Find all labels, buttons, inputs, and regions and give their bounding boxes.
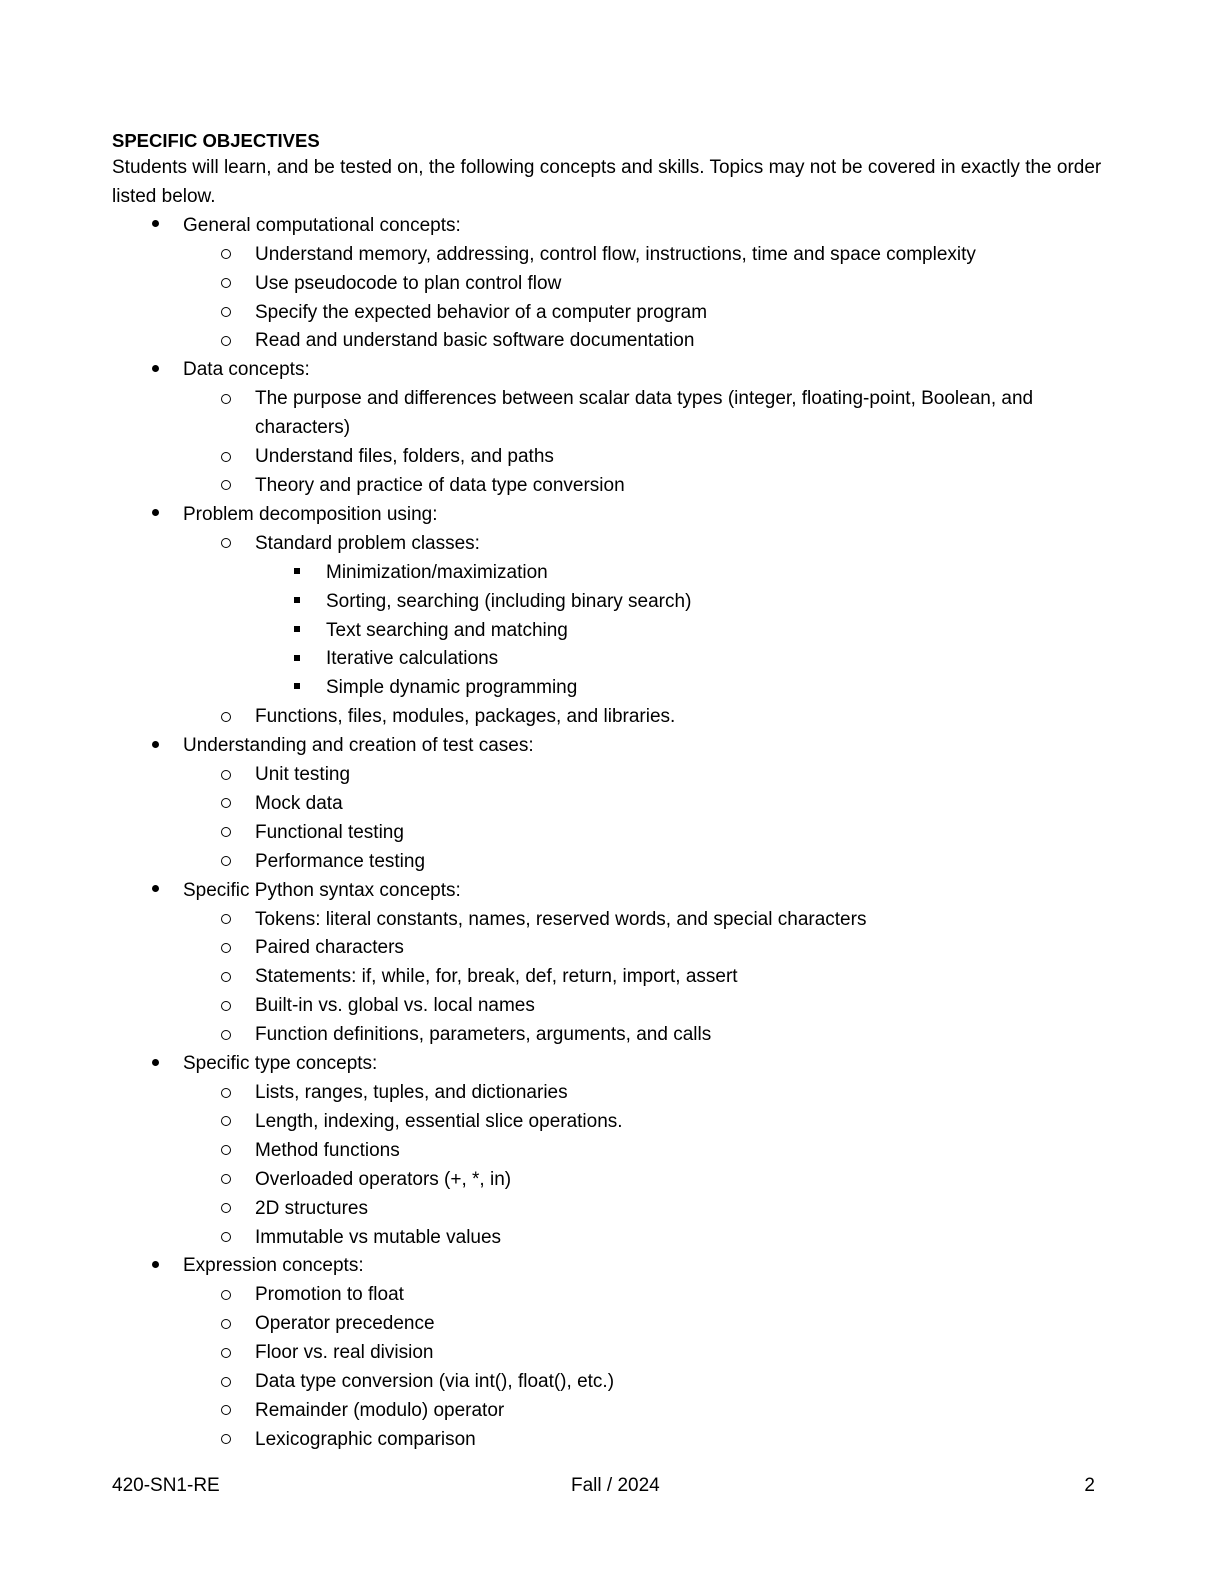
objective-subtopic <box>183 703 1112 732</box>
objective-subtopic-label: Paired characters <box>255 937 404 959</box>
bullet-marker <box>218 1079 234 1108</box>
bullet-marker <box>218 1166 234 1195</box>
bullet-marker <box>148 732 162 761</box>
section-intro: Students will learn, and be tested on, the following concepts and skills. Topics may not be covered in exactly the order listed below. <box>112 157 1102 207</box>
objective-subtopic <box>183 1281 1112 1310</box>
objective-subtopic <box>183 1166 1112 1195</box>
square-bullet-icon <box>294 597 300 603</box>
circle-bullet-icon <box>221 278 231 288</box>
objective-subtopic-label: Lexicographic comparison <box>255 1428 476 1450</box>
objective-subtopic <box>183 934 1112 963</box>
objective-subtopic <box>183 1137 1112 1166</box>
circle-bullet-icon <box>221 1348 231 1358</box>
bullet-marker <box>218 1310 234 1339</box>
bullet-dot-icon <box>152 220 159 227</box>
objective-topic-label: Problem decomposition using: <box>183 503 438 525</box>
objective-subsubtopic <box>255 674 1112 703</box>
bullet-marker <box>218 1339 234 1368</box>
objective-subtopic-label: Floor vs. real division <box>255 1342 434 1364</box>
objective-subtopic <box>183 1079 1112 1108</box>
objective-subtopic <box>183 385 1112 443</box>
circle-bullet-icon <box>221 1232 231 1242</box>
footer-page-number: 2 <box>1084 1475 1095 1496</box>
bullet-marker <box>218 819 234 848</box>
objective-topic <box>112 1252 1112 1454</box>
objective-topic <box>112 877 1112 1050</box>
bullet-marker <box>218 1224 234 1253</box>
section-heading: SPECIFIC OBJECTIVES <box>112 130 320 151</box>
objective-subsubtopic-label: Minimization/maximization <box>326 561 548 583</box>
objective-topic <box>112 212 1112 357</box>
circle-bullet-icon <box>221 1174 231 1184</box>
bullet-marker <box>218 270 234 299</box>
objective-subtopic <box>183 761 1112 790</box>
circle-bullet-icon <box>221 452 231 462</box>
objective-subtopic <box>183 327 1112 356</box>
objective-topic <box>112 501 1112 732</box>
circle-bullet-icon <box>221 1319 231 1329</box>
objective-topic-label: Specific Python syntax concepts: <box>183 879 461 901</box>
objective-subtopic-label: Functional testing <box>255 821 404 843</box>
objective-subtopic-label: Performance testing <box>255 850 426 872</box>
objective-subtopic <box>183 530 1112 703</box>
circle-bullet-icon <box>221 943 231 953</box>
objective-subtopic <box>183 1224 1112 1253</box>
objective-subtopic <box>183 963 1112 992</box>
bullet-dot-icon <box>152 365 159 372</box>
circle-bullet-icon <box>221 1145 231 1155</box>
objective-subtopic-label: Standard problem classes: <box>255 532 480 554</box>
objective-subtopics <box>183 241 1112 357</box>
objective-topic <box>112 356 1112 501</box>
objective-subtopic-label: Immutable vs mutable values <box>255 1226 502 1248</box>
objective-subtopic-label: The purpose and differences between scalar data types (integer, floating-point, Boolean, and characters) <box>255 388 1034 439</box>
objective-topic-label: General computational concepts: <box>183 214 461 236</box>
footer-term: Fall / 2024 <box>571 1475 660 1496</box>
objective-subtopic-label: Data type conversion (via int(), float(), etc.) <box>255 1371 615 1393</box>
objective-subtopic-label: Overloaded operators (+, *, in) <box>255 1168 512 1190</box>
bullet-marker <box>148 212 162 241</box>
circle-bullet-icon <box>221 1001 231 1011</box>
objective-subtopics <box>183 1079 1112 1252</box>
objective-subtopic <box>183 819 1112 848</box>
bullet-marker <box>218 327 234 356</box>
objective-topic-label: Understanding and creation of test cases: <box>183 735 534 757</box>
bullet-marker <box>148 1252 162 1281</box>
objective-subtopic-label: Mock data <box>255 792 343 814</box>
circle-bullet-icon <box>221 798 231 808</box>
circle-bullet-icon <box>221 336 231 346</box>
circle-bullet-icon <box>221 1290 231 1300</box>
circle-bullet-icon <box>221 914 231 924</box>
bullet-marker <box>218 1368 234 1397</box>
objective-subtopic <box>183 906 1112 935</box>
objective-subtopic-label: Remainder (modulo) operator <box>255 1399 505 1421</box>
bullet-marker <box>148 877 162 906</box>
objective-subtopics <box>183 906 1112 1051</box>
objective-subtopic-label: Method functions <box>255 1139 400 1161</box>
circle-bullet-icon <box>221 307 231 317</box>
objective-subsubtopic <box>255 645 1112 674</box>
objective-subtopic-label: Understand memory, addressing, control flow, instructions, time and space complexity <box>255 243 976 265</box>
objective-subtopics <box>183 385 1112 501</box>
bullet-marker <box>218 963 234 992</box>
objective-subtopic-label: Use pseudocode to plan control flow <box>255 272 562 294</box>
objective-subtopic-label: Specify the expected behavior of a computer program <box>255 301 708 323</box>
objective-subtopic <box>183 299 1112 328</box>
circle-bullet-icon <box>221 1434 231 1444</box>
objective-subtopic <box>183 472 1112 501</box>
objective-subtopic-label: Theory and practice of data type conversion <box>255 474 625 496</box>
bullet-marker <box>218 1137 234 1166</box>
objective-subtopic-label: Function definitions, parameters, arguments, and calls <box>255 1024 712 1046</box>
footer-course-code: 420-SN1-RE <box>112 1475 220 1496</box>
bullet-dot-icon <box>152 1059 159 1066</box>
bullet-marker <box>218 530 234 559</box>
objective-subtopic-label: 2D structures <box>255 1197 368 1219</box>
objective-subtopic-label: Lists, ranges, tuples, and dictionaries <box>255 1082 568 1103</box>
objective-subsubtopic-label: Text searching and matching <box>326 619 568 641</box>
bullet-dot-icon <box>152 509 159 516</box>
bullet-marker <box>291 617 303 646</box>
objective-subtopic <box>183 241 1112 270</box>
square-bullet-icon <box>294 568 300 574</box>
objective-topic-label: Data concepts: <box>183 359 310 381</box>
circle-bullet-icon <box>221 249 231 259</box>
objective-subtopic <box>183 270 1112 299</box>
bullet-marker <box>218 934 234 963</box>
bullet-marker <box>218 790 234 819</box>
page-footer <box>112 1472 1095 1500</box>
objective-subtopic <box>183 1339 1112 1368</box>
bullet-marker <box>218 385 234 414</box>
objective-subtopic-label: Unit testing <box>255 764 351 786</box>
circle-bullet-icon <box>221 480 231 490</box>
circle-bullet-icon <box>221 712 231 722</box>
circle-bullet-icon <box>221 770 231 780</box>
objective-subtopic <box>183 848 1112 877</box>
bullet-marker <box>218 1281 234 1310</box>
bullet-dot-icon <box>152 885 159 892</box>
circle-bullet-icon <box>221 972 231 982</box>
objective-subsubtopic <box>255 559 1112 588</box>
objective-topic-label: Expression concepts: <box>183 1255 364 1277</box>
bullet-marker <box>218 992 234 1021</box>
bullet-marker <box>218 299 234 328</box>
objective-subtopic-label: Operator precedence <box>255 1313 435 1335</box>
bullet-marker <box>291 588 303 617</box>
objective-subtopic <box>183 1368 1112 1397</box>
square-bullet-icon <box>294 626 300 632</box>
objective-subsubtopic <box>255 588 1112 617</box>
circle-bullet-icon <box>221 394 231 404</box>
objective-subtopic-label: Promotion to float <box>255 1284 404 1306</box>
objective-subtopic-label: Tokens: literal constants, names, reserved words, and special characters <box>255 908 867 930</box>
circle-bullet-icon <box>221 1030 231 1040</box>
objective-subtopics <box>183 761 1112 877</box>
bullet-marker <box>291 559 303 588</box>
objective-subtopics <box>183 1281 1112 1454</box>
objectives-list <box>112 212 1112 1455</box>
objectives-section <box>112 128 1112 1455</box>
bullet-marker <box>291 645 303 674</box>
objective-topic <box>112 732 1112 877</box>
circle-bullet-icon <box>221 538 231 548</box>
objective-subtopic <box>183 790 1112 819</box>
circle-bullet-icon <box>221 856 231 866</box>
objective-subtopic-label: Statements: if, while, for, break, def, return, import, assert <box>255 966 738 988</box>
bullet-marker <box>148 356 162 385</box>
bullet-marker <box>218 703 234 732</box>
square-bullet-icon <box>294 655 300 661</box>
circle-bullet-icon <box>221 1405 231 1415</box>
objective-subtopic-label: Read and understand basic software documentation <box>255 330 695 352</box>
objective-subtopic <box>183 443 1112 472</box>
bullet-marker <box>218 761 234 790</box>
bullet-marker <box>218 1108 234 1137</box>
circle-bullet-icon <box>221 827 231 837</box>
objective-subtopic-label: Length, indexing, essential slice operations. <box>255 1110 623 1132</box>
objective-subtopic-label: Built-in vs. global vs. local names <box>255 995 535 1017</box>
objective-subtopic-label: Understand files, folders, and paths <box>255 446 554 468</box>
objective-subtopic <box>183 1195 1112 1224</box>
objective-subsubtopics <box>255 559 1112 704</box>
bullet-marker <box>218 241 234 270</box>
bullet-marker <box>291 674 303 703</box>
objective-subsubtopic-label: Simple dynamic programming <box>326 677 578 699</box>
objective-subtopic-label: Functions, files, modules, packages, and libraries. <box>255 706 676 728</box>
objective-subsubtopic-label: Sorting, searching (including binary search) <box>326 590 692 612</box>
bullet-marker <box>218 443 234 472</box>
objective-subtopic <box>183 1021 1112 1050</box>
bullet-marker <box>218 1426 234 1455</box>
objective-subtopic <box>183 1397 1112 1426</box>
bullet-dot-icon <box>152 741 159 748</box>
bullet-marker <box>148 501 162 530</box>
bullet-dot-icon <box>152 1261 159 1268</box>
bullet-marker <box>218 1195 234 1224</box>
bullet-marker <box>218 1397 234 1426</box>
objective-subtopic <box>183 992 1112 1021</box>
bullet-marker <box>218 472 234 501</box>
objective-subtopic <box>183 1310 1112 1339</box>
circle-bullet-icon <box>221 1088 231 1098</box>
objective-subsubtopic <box>255 617 1112 646</box>
bullet-marker <box>218 1021 234 1050</box>
bullet-marker <box>218 906 234 935</box>
circle-bullet-icon <box>221 1203 231 1213</box>
circle-bullet-icon <box>221 1116 231 1126</box>
objective-subtopics <box>183 530 1112 732</box>
objective-subsubtopic-label: Iterative calculations <box>326 648 499 670</box>
square-bullet-icon <box>294 683 300 689</box>
objective-topic-label: Specific type concepts: <box>183 1053 378 1075</box>
objective-subtopic <box>183 1108 1112 1137</box>
bullet-marker <box>218 848 234 877</box>
bullet-marker <box>148 1050 162 1079</box>
objective-subtopic <box>183 1426 1112 1455</box>
objective-topic <box>112 1050 1112 1252</box>
circle-bullet-icon <box>221 1377 231 1387</box>
